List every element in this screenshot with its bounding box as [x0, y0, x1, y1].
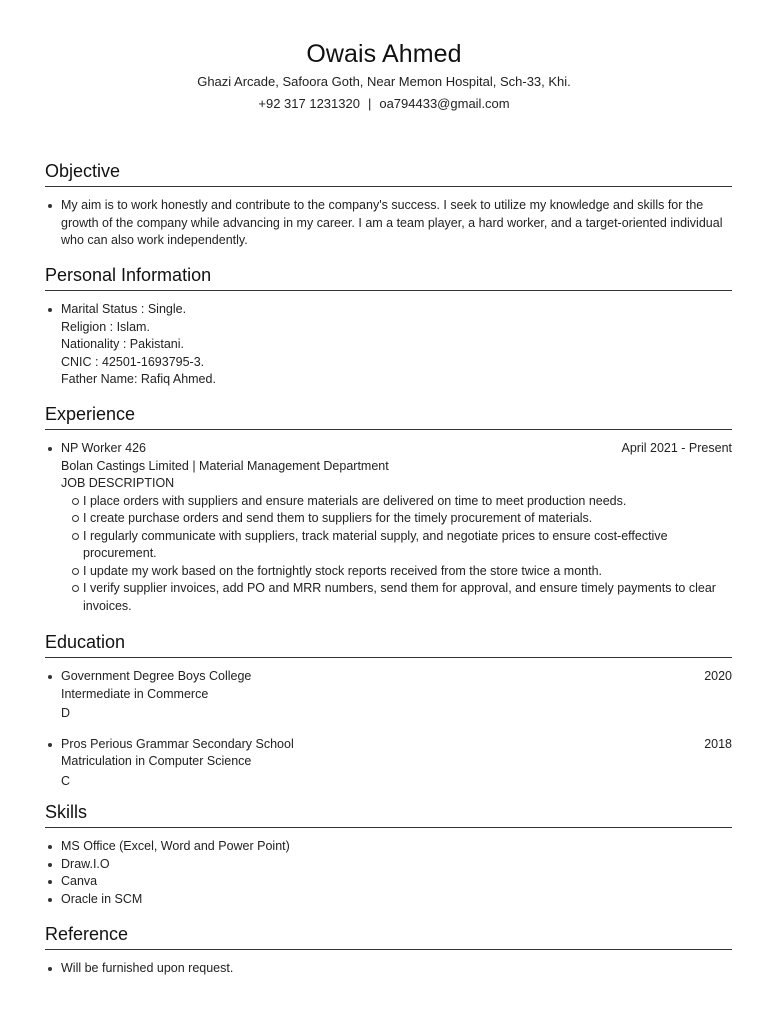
job-duty: I verify supplier invoices, add PO and MRR numbers, send them for approval, and ensure timely payments to clear invoices.: [83, 580, 732, 615]
reference-text: Will be furnished upon request.: [45, 960, 732, 978]
cnic: CNIC : 42501-1693795-3.: [61, 354, 205, 369]
contact-separator: |: [367, 96, 372, 111]
skills-section: [45, 800, 732, 908]
nationality: Nationality : Pakistani.: [61, 337, 184, 351]
job-role: NP Worker 426: [61, 441, 146, 455]
education-title: Education: [45, 630, 732, 658]
email: oa794433@gmail.com: [379, 96, 510, 111]
personal-title: Personal Information: [45, 263, 732, 291]
experience-section: [45, 402, 732, 615]
job-company: Bolan Castings Limited | Material Management Department: [61, 458, 389, 473]
contact-line: [0, 96, 768, 111]
experience-title: Experience: [45, 402, 732, 430]
school-name: Government Degree Boys College: [61, 669, 252, 683]
education-item: [45, 668, 732, 723]
objective-title: Objective: [45, 159, 732, 187]
reference-section: [45, 922, 732, 978]
education-program: Intermediate in Commerce: [61, 686, 209, 701]
education-section: [45, 630, 732, 790]
objective-text: My aim is to work honestly and contribute to the company's success. I seek to utilize my knowledge and skills for the growth of the company while advancing in my career. I am a team player, a hard worker, and a target-oriented individual who can also work independently.: [45, 197, 732, 250]
education-program: Matriculation in Computer Science: [61, 754, 252, 768]
skill-item: Canva: [45, 873, 732, 891]
skill-item: Draw.I.O: [45, 856, 732, 874]
marital-status: Marital Status : Single.: [61, 302, 187, 316]
job-dates: April 2021 - Present: [621, 441, 732, 455]
education-item: [45, 736, 732, 791]
skill-item: MS Office (Excel, Word and Power Point): [45, 838, 732, 856]
education-year: 2018: [704, 736, 732, 751]
job-duty: I place orders with suppliers and ensure materials are delivered on time to meet production needs.: [83, 493, 732, 511]
job-duty: I regularly communicate with suppliers, track material supply, and negotiate prices to ensure cost-effective procurement.: [83, 528, 732, 563]
skills-title: Skills: [45, 800, 732, 828]
father-name: Father Name: Rafiq Ahmed.: [61, 372, 216, 386]
job-description-label: JOB DESCRIPTION: [61, 476, 175, 490]
religion: Religion : Islam.: [61, 319, 150, 334]
skill-item: Oracle in SCM: [45, 891, 732, 909]
job-duty: I create purchase orders and send them to suppliers for the timely procurement of materials.: [83, 510, 732, 528]
objective-section: [45, 159, 732, 250]
education-year: 2020: [704, 669, 732, 683]
school-name: Pros Perious Grammar Secondary School: [61, 736, 294, 751]
education-grade: D: [61, 706, 71, 720]
address: Ghazi Arcade, Safoora Goth, Near Memon Hospital, Sch-33, Khi.: [197, 74, 571, 89]
personal-info-item: [45, 301, 732, 389]
reference-title: Reference: [45, 922, 732, 950]
job-duty: I update my work based on the fortnightly stock reports received from the store twice a month.: [83, 563, 732, 581]
phone: +92 317 1231320: [258, 96, 360, 111]
personal-section: [45, 263, 732, 389]
education-grade: C: [61, 773, 71, 788]
candidate-name: Owais Ahmed: [306, 40, 462, 68]
experience-item: [45, 440, 732, 615]
